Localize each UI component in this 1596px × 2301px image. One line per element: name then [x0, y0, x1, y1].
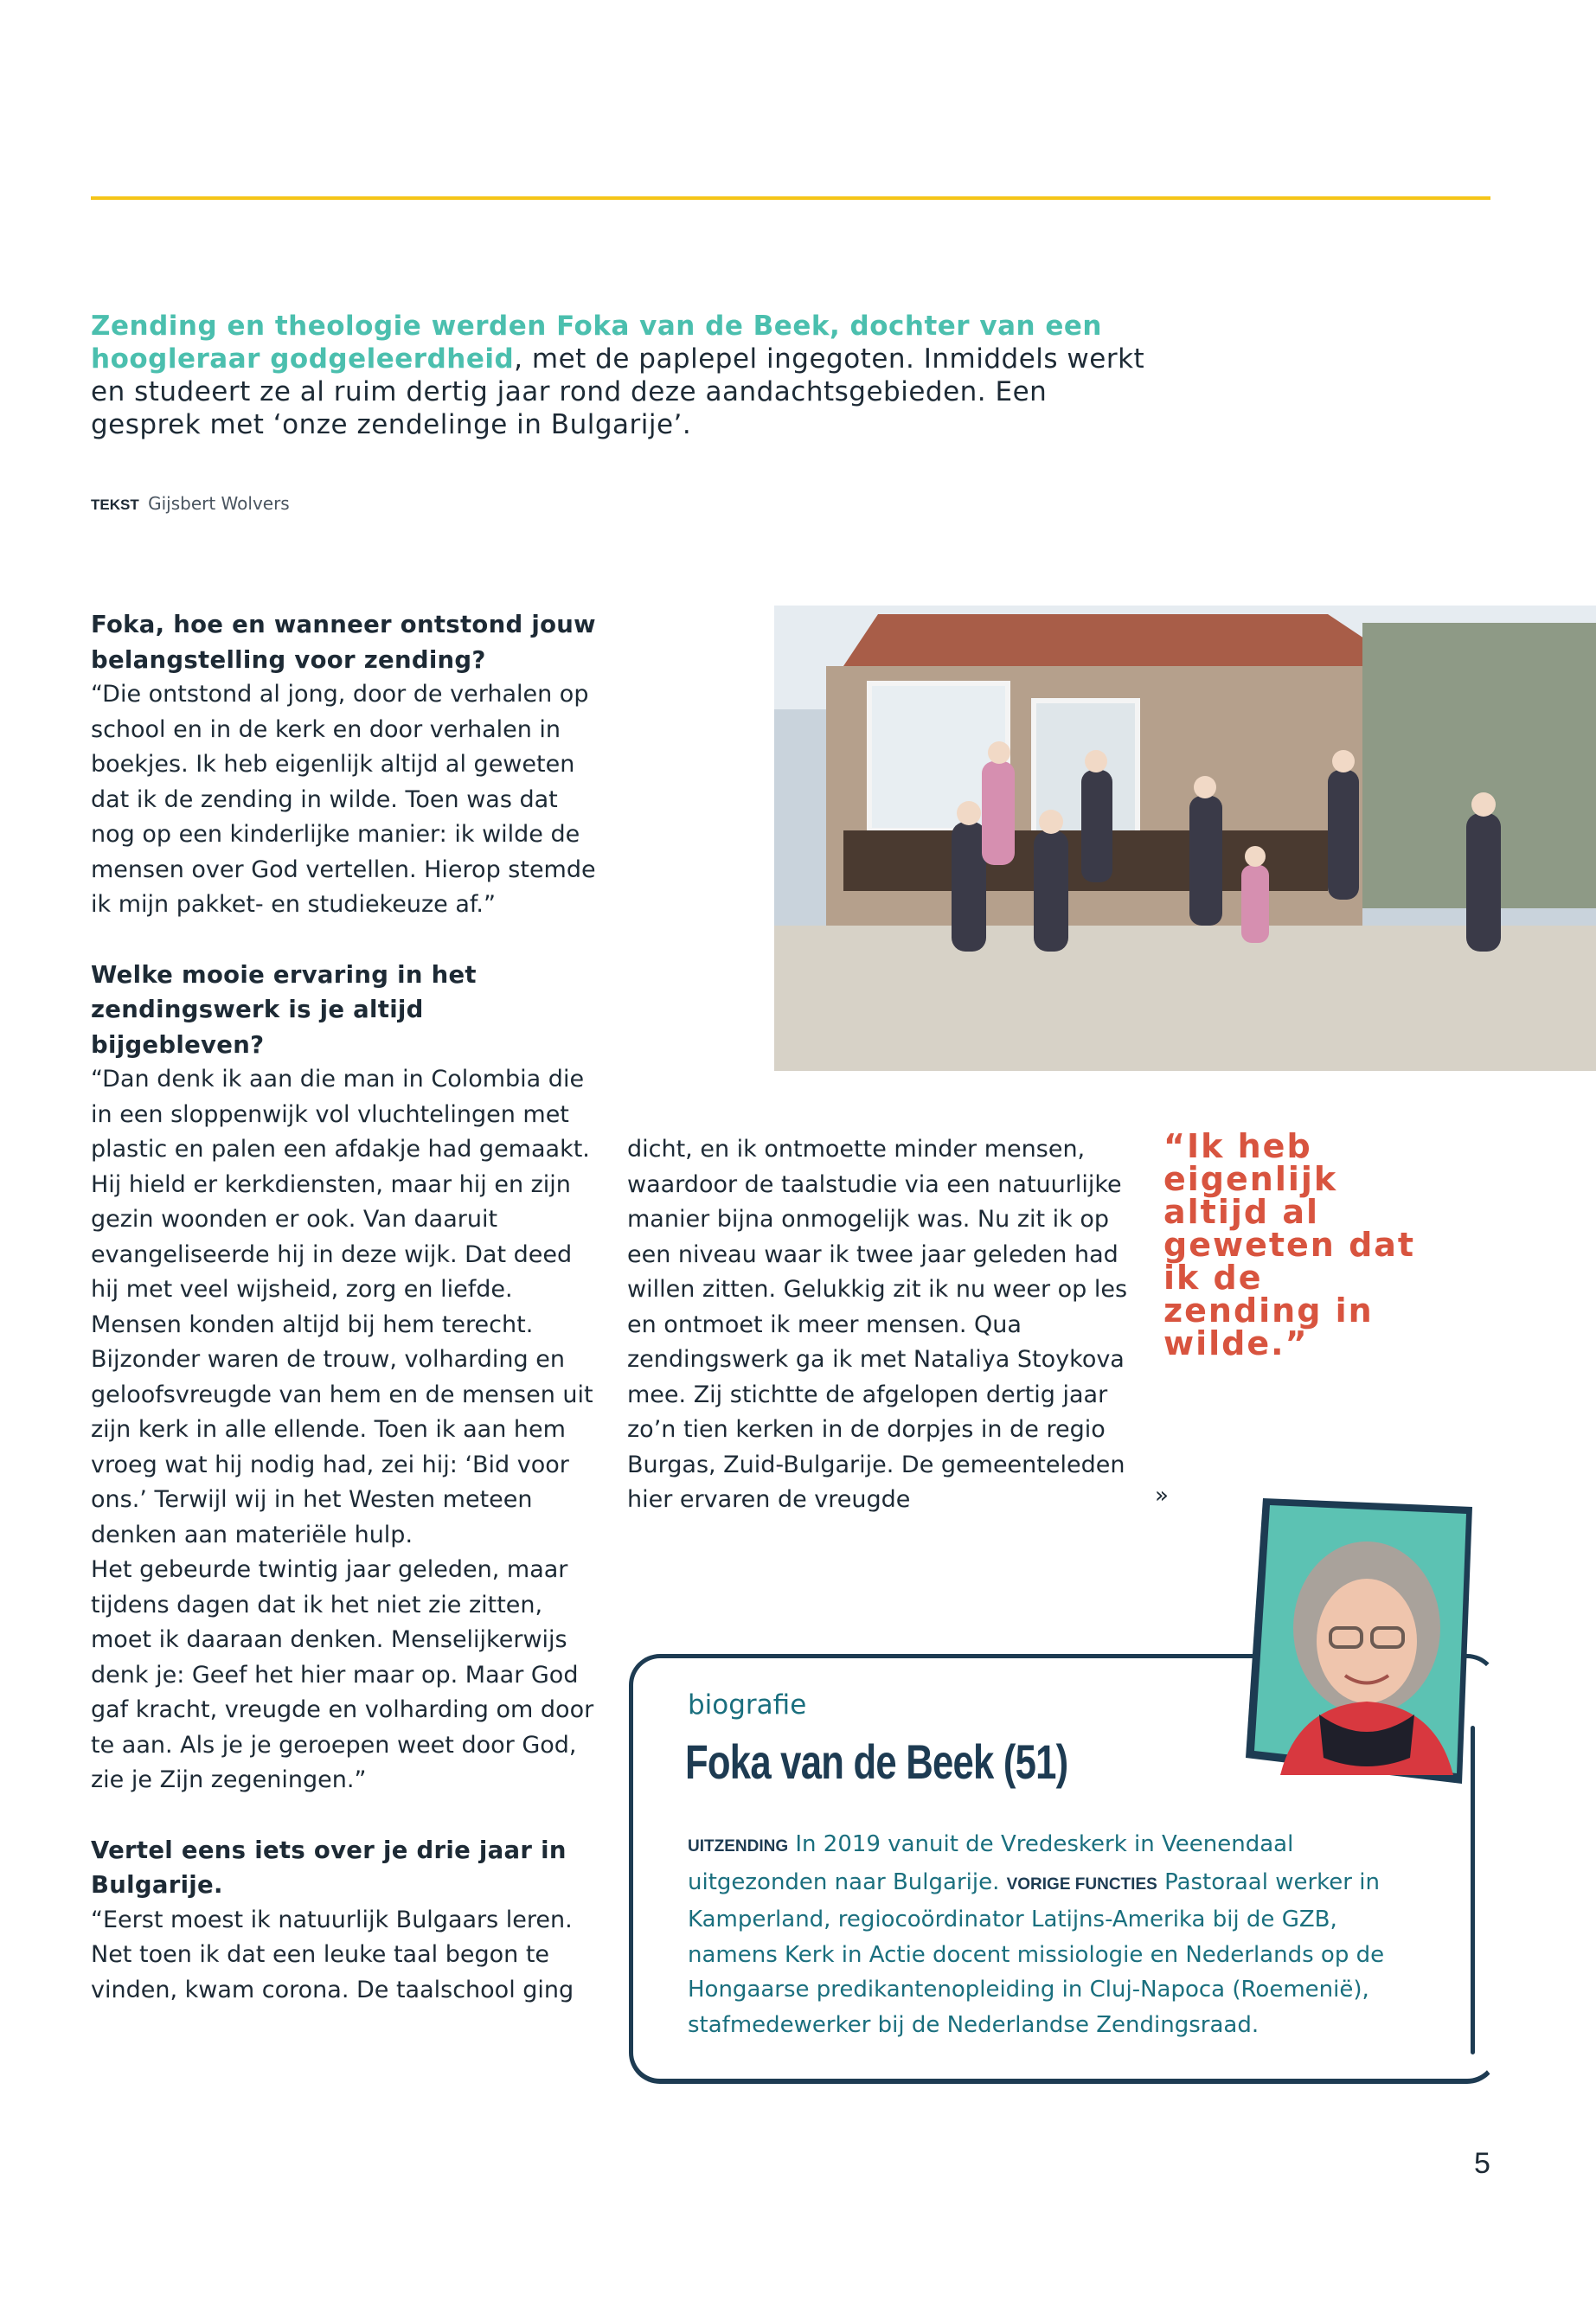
byline-author: Gijsbert Wolvers [148, 493, 290, 514]
answer-3: “Eerst moest ik natuurlijk Bulgaars leren. Net toen ik dat een leuke taal begon te vinden, kwam corona. De taalschool ging [91, 1906, 574, 2003]
biography-label: biografie [688, 1689, 807, 1721]
pull-quote: “Ik heb eigenlijk altijd al geweten dat ik de zending in wilde.” [1163, 1127, 1416, 1362]
answer-2a: “Dan denk ik aan die man in Colombia die in een sloppenwijk vol vluchtelingen met plastic en palen een afdakje had gemaakt. Hij hield er kerkdiensten, maar hij en zijn gezin woonden er ook. Van daaruit evangeliseerde hij in deze wijk. Dat deed hij met veel wijsheid, zorg en liefde. Mensen konden altijd bij hem terecht. Bijzonder waren de trouw, volharding en geloofsvreugde van hem en de mensen uit zijn kerk in alle ellende. Toen ik aan hem vroeg wat hij nodig had, zei hij: ‘Bid voor ons.’ Terwijl wij in het Westen meteen denken aan materiële hulp. [91, 1066, 593, 1548]
page-number: 5 [1474, 2147, 1490, 2180]
question-2: Welke mooie ervaring in het zendingswerk is je altijd bijgebleven? [91, 960, 477, 1059]
answer-2b: Het gebeurde twintig jaar geleden, maar tijdens dagen dat ik het niet zie zitten, moet ik daaraan denken. Menselijkerwijs denk je: Geef het hier maar op. Maar God gaf kracht, vreugde en volharding om door te aan. Als je je geroepen weet door God, zie je Zijn zegeningen.” [91, 1556, 594, 1793]
biography-label-functies: VORIGE FUNCTIES [1006, 1875, 1157, 1894]
biography-functies-text: Pastoraal werker in Kamperland, regiocoördinator Latijns-Amerika bij de GZB, namens Kerk in Actie docent missiologie en Nederlands op de Hongaarse predikantenopleiding in Cluj-Napoca (Roemenië), stafmedewerker bij de Nederlandse Zendingsraad. [688, 1868, 1385, 2038]
biography-text [688, 1827, 1423, 2042]
portrait-photo [1246, 1498, 1488, 1803]
answer-1: “Die ontstond al jong, door de verhalen op school en in de kerk en door verhalen in boekjes. Ik heb eigenlijk altijd al geweten dat ik de zending in wilde. Toen was dat nog op een kinderlijke manier: ik wilde de mensen over God vertellen. Hierop stemde ik mijn pakket- en studiekeuze af.” [91, 681, 596, 918]
question-1: Foka, hoe en wanneer ontstond jouw belangstelling voor zending? [91, 611, 596, 674]
byline [91, 493, 290, 514]
intro-highlight: Zending en theologie werden Foka van de Beek, dochter van een hoogleraar godgeleerdheid [91, 311, 1102, 375]
intro-text: , met de paplepel ingegoten. Inmiddels werkt en studeert ze al ruim dertig jaar rond deze aandachtsgebieden. Een gesprek met ‘onze zendelinge in Bulgarije’. [91, 343, 1145, 440]
question-3: Vertel eens iets over je drie jaar in Bulgarije. [91, 1836, 567, 1899]
intro-lead [91, 310, 1155, 441]
biography-name: Foka van de Beek (51) [685, 1734, 1068, 1789]
group-photo [774, 606, 1596, 1071]
article-column-1 [91, 607, 601, 2008]
article-column-2 [627, 1132, 1129, 1518]
continue-mark: » [1155, 1483, 1169, 1509]
top-rule [91, 196, 1490, 200]
answer-3-continued: dicht, en ik ontmoette minder mensen, waardoor de taalstudie via een natuurlijke manier bijna onmogelijk was. Nu zit ik op een niveau waar ik twee jaar geleden had willen zitten. Gelukkig zit ik nu weer op les en ontmoet ik meer mensen. Qua zendingswerk ga ik met Nataliya Stoykova mee. Zij stichtte de afgelopen dertig jaar zo’n tien kerken in de dorpjes in de regio Burgas, Zuid-Bulgarije. De gemeenteleden hier ervaren de vreugde [627, 1136, 1128, 1513]
biography-uitzending-text: In 2019 vanuit de Vredeskerk in Veenendaal uitgezonden naar Bulgarije. [688, 1831, 1294, 1895]
byline-label: TEKST [91, 497, 139, 513]
biography-label-uitzending: UITZENDING [688, 1837, 789, 1856]
